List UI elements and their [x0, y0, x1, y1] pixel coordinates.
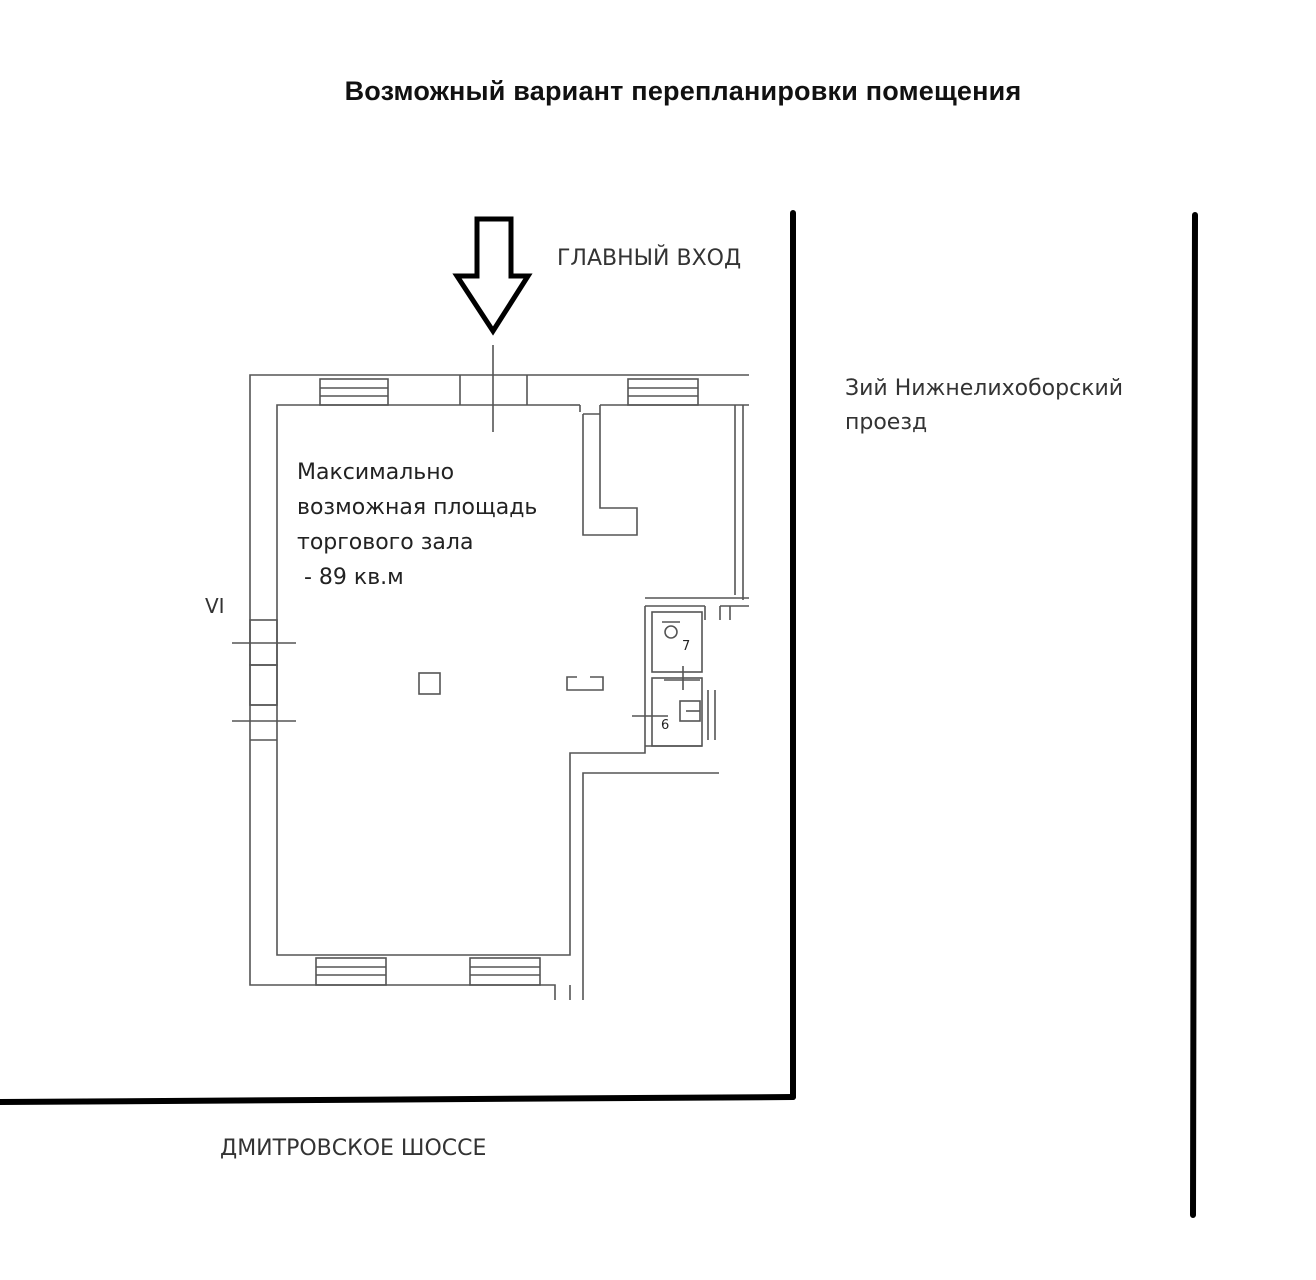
- room-7-outline: [652, 612, 702, 672]
- column-square: [419, 673, 440, 694]
- road-lines: [0, 213, 1195, 1215]
- road-line-vertical-right: [1193, 215, 1195, 1215]
- entrance-arrow-icon: [457, 219, 528, 331]
- page-title: Возможный вариант перепланировки помещения: [344, 76, 1022, 106]
- street-label-bottom: ДМИТРОВСКОЕ ШОССЕ: [220, 1136, 487, 1161]
- room-number-7: 7: [682, 639, 691, 654]
- axis-label: VI: [205, 594, 225, 618]
- floor-plan-walls: [232, 345, 749, 1000]
- room-number-6: 6: [661, 718, 670, 733]
- street-label-right: Зий Нижнелихоборский проезд: [845, 376, 1124, 435]
- main-entrance-label: ГЛАВНЫЙ ВХОД: [557, 246, 742, 271]
- road-line-horizontal-bottom: [0, 1097, 793, 1102]
- toilet-icon: [665, 626, 677, 638]
- room-6-outline: [652, 678, 702, 746]
- area-note: Максимально возможная площадь торгового зала - 89 кв.м: [297, 460, 538, 590]
- fixture-bracket: [567, 677, 603, 690]
